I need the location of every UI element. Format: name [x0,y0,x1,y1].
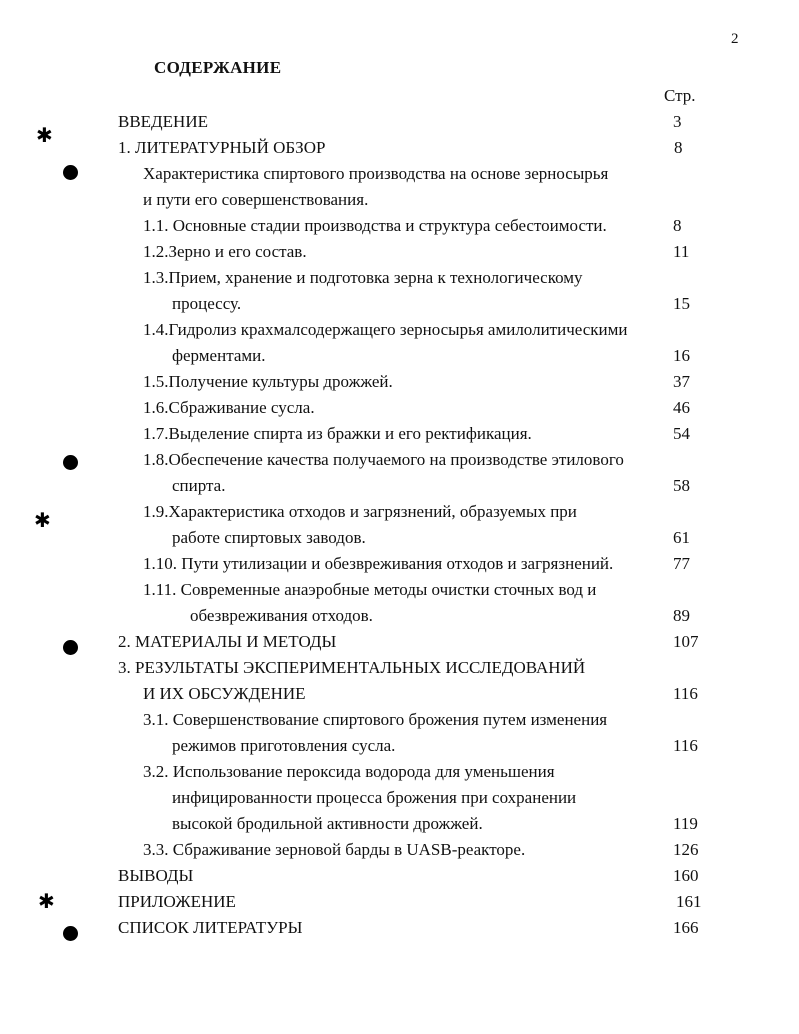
ink-blot-icon: ✱ [36,125,53,147]
toc-line: 2. МАТЕРИАЛЫ И МЕТОДЫ [118,632,337,651]
toc-line: ферментами. [172,346,266,365]
toc-page: 8 [673,216,682,235]
toc-line: 1.8.Обеспечение качества получаемого на производстве этилового [143,450,624,469]
toc-line: 3.3. Сбраживание зерновой барды в UASB-реакторе. [143,840,526,859]
toc-line: процессу. [172,294,242,313]
toc-line: 1.1. Основные стадии производства и структура себестоимости. [143,216,607,235]
toc-page: 116 [673,684,698,703]
toc-line: СПИСОК ЛИТЕРАТУРЫ [118,918,303,937]
toc-page: 107 [673,632,699,651]
toc-line: Характеристика спиртового производства на основе зерносырья [143,164,609,183]
toc-line: ВВЕДЕНИЕ [118,112,208,131]
toc-page: 15 [673,294,690,313]
toc-line: 1.6.Сбраживание сусла. [143,398,315,417]
toc-page: 54 [673,424,690,443]
binder-hole-icon [63,455,78,470]
toc-line: 1.11. Современные анаэробные методы очистки сточных вод и [143,580,597,599]
toc-line: режимов приготовления сусла. [172,736,396,755]
toc-line: 3. РЕЗУЛЬТАТЫ ЭКСПЕРИМЕНТАЛЬНЫХ ИССЛЕДОВАНИЙ [118,658,586,677]
toc-page: 46 [673,398,690,417]
page-number: 2 [731,31,739,47]
toc-page: 16 [673,346,690,365]
toc-page: 11 [673,242,690,261]
toc-page: 166 [673,918,699,937]
toc-line: ПРИЛОЖЕНИЕ [118,892,236,911]
page-column-header: Стр. [664,86,696,105]
toc-line: 1.10. Пути утилизации и обезвреживания отходов и загрязнений. [143,554,614,573]
toc-page: 3 [673,112,682,131]
toc-page: 89 [673,606,690,625]
toc-line: работе спиртовых заводов. [172,528,366,547]
toc-line: 1.2.Зерно и его состав. [143,242,307,261]
ink-blot-icon: ✱ [38,891,55,913]
binder-hole-icon [63,165,78,180]
toc-line: высокой бродильной активности дрожжей. [172,814,483,833]
toc-line: и пути его совершенствования. [143,190,369,209]
toc-line: 1.9.Характеристика отходов и загрязнений, образуемых при [143,502,577,521]
toc-line: 1.3.Прием, хранение и подготовка зерна к технологическому [143,268,583,287]
toc-line: обезвреживания отходов. [190,606,373,625]
page-title: СОДЕРЖАНИЕ [154,58,282,77]
toc-page: 37 [673,372,690,391]
toc-line: 3.2. Использование пероксида водорода для уменьшения [143,762,555,781]
toc-line: 1.7.Выделение спирта из бражки и его ректификация. [143,424,532,443]
toc-line: 1.5.Получение культуры дрожжей. [143,372,393,391]
toc-page: 119 [673,814,698,833]
toc-line: И ИХ ОБСУЖДЕНИЕ [143,684,306,703]
toc-page: 58 [673,476,690,495]
toc-line: спирта. [172,476,226,495]
toc-page: 116 [673,736,698,755]
toc-line: инфицированности процесса брожения при сохранении [172,788,577,807]
toc-line: 3.1. Совершенствование спиртового брожения путем изменения [143,710,608,729]
toc-page: 61 [673,528,690,547]
binder-hole-icon [63,640,78,655]
ink-blot-icon: ✱ [34,510,51,532]
toc-page: 161 [676,892,702,911]
toc-page: 77 [673,554,690,573]
toc-page: 160 [673,866,699,885]
toc-line: 1.4.Гидролиз крахмалсодержащего зерносырья амилолитическими [143,320,628,339]
toc-page: 126 [673,840,699,859]
toc-line: 1. ЛИТЕРАТУРНЫЙ ОБЗОР [118,138,326,157]
toc-page: 8 [674,138,683,157]
binder-hole-icon [63,926,78,941]
toc-line: ВЫВОДЫ [118,866,194,885]
